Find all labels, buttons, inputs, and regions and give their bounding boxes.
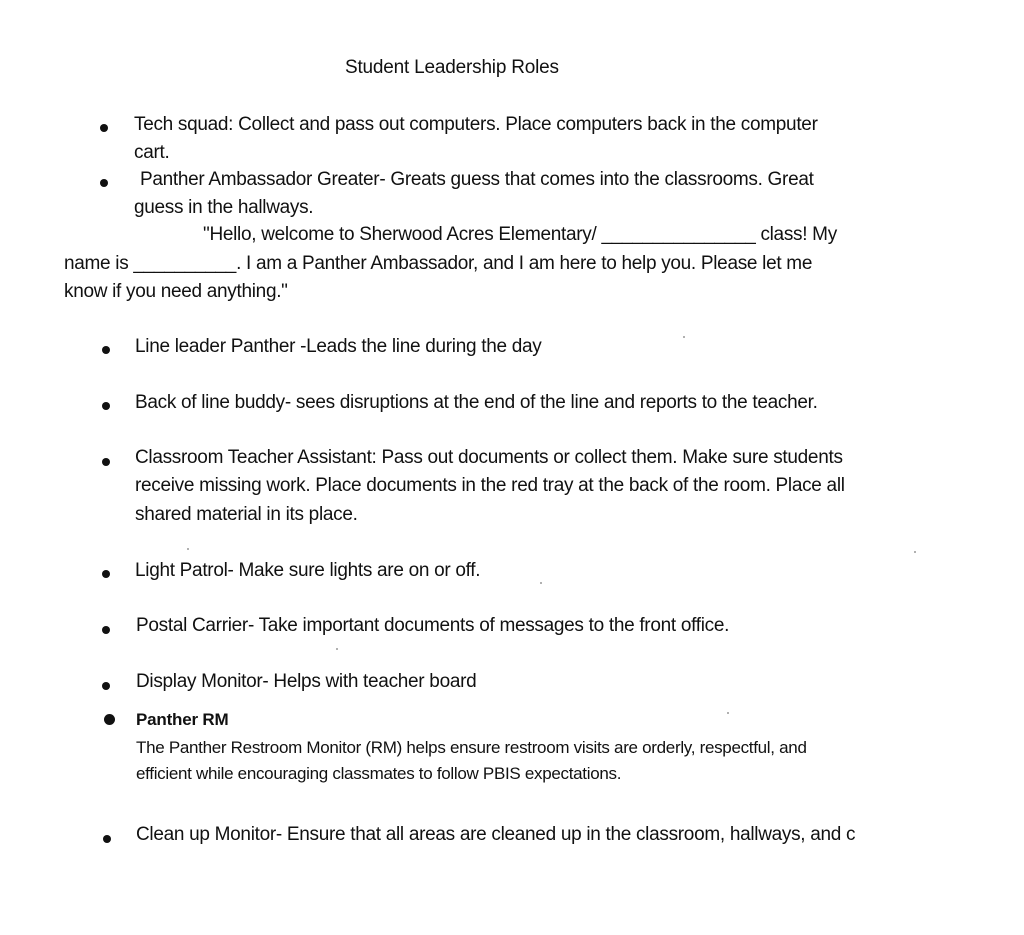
role-classroom-assistant-line2: receive missing work. Place documents in the red tray at the back of the room. Place all (135, 475, 845, 496)
bullet-icon (104, 714, 115, 725)
bullet-icon (102, 570, 110, 578)
role-panther-rm-heading: Panther RM (136, 710, 229, 729)
ambassador-greeting-line1: "Hello, welcome to Sherwood Acres Elementary/ _______________ class! My (203, 224, 837, 245)
bullet-icon (100, 124, 108, 132)
page-title: Student Leadership Roles (345, 57, 559, 78)
bullet-icon (102, 346, 110, 354)
role-tech-squad-line2: cart. (134, 142, 170, 163)
scan-speck (540, 582, 542, 584)
scan-speck (683, 336, 685, 338)
role-clean-up: Clean up Monitor- Ensure that all areas are cleaned up in the classroom, hallways, and c (136, 824, 856, 845)
ambassador-greeting-line3: know if you need anything." (64, 281, 288, 302)
role-classroom-assistant-line3: shared material in its place. (135, 504, 358, 525)
role-panther-rm-line2: efficient while encouraging classmates to follow PBIS expectations. (136, 764, 622, 783)
role-back-of-line: Back of line buddy- sees disruptions at the end of the line and reports to the teacher. (135, 392, 818, 413)
role-tech-squad-line1: Tech squad: Collect and pass out computers. Place computers back in the computer (134, 114, 818, 135)
role-display-monitor: Display Monitor- Helps with teacher board (136, 671, 477, 692)
scan-speck (914, 551, 916, 553)
scan-speck (336, 648, 338, 650)
bullet-icon (100, 179, 108, 187)
bullet-icon (102, 626, 110, 634)
bullet-icon (103, 835, 111, 843)
bullet-icon (102, 682, 110, 690)
bullet-icon (102, 458, 110, 466)
bullet-icon (102, 402, 110, 410)
role-postal-carrier: Postal Carrier- Take important documents of messages to the front office. (136, 615, 730, 636)
ambassador-greeting-line2: name is __________. I am a Panther Ambassador, and I am here to help you. Please let me (64, 253, 813, 274)
role-panther-rm-line1: The Panther Restroom Monitor (RM) helps ensure restroom visits are orderly, respectful, and (136, 738, 807, 757)
role-ambassador-line1: Panther Ambassador Greater- Greats guess that comes into the classrooms. Great (140, 169, 814, 190)
scan-speck (187, 548, 189, 550)
role-light-patrol: Light Patrol- Make sure lights are on or off. (135, 560, 481, 581)
role-ambassador-line2: guess in the hallways. (134, 197, 314, 218)
scan-speck (727, 712, 729, 714)
role-classroom-assistant-line1: Classroom Teacher Assistant: Pass out documents or collect them. Make sure students (135, 447, 843, 468)
role-line-leader: Line leader Panther -Leads the line during the day (135, 336, 542, 357)
